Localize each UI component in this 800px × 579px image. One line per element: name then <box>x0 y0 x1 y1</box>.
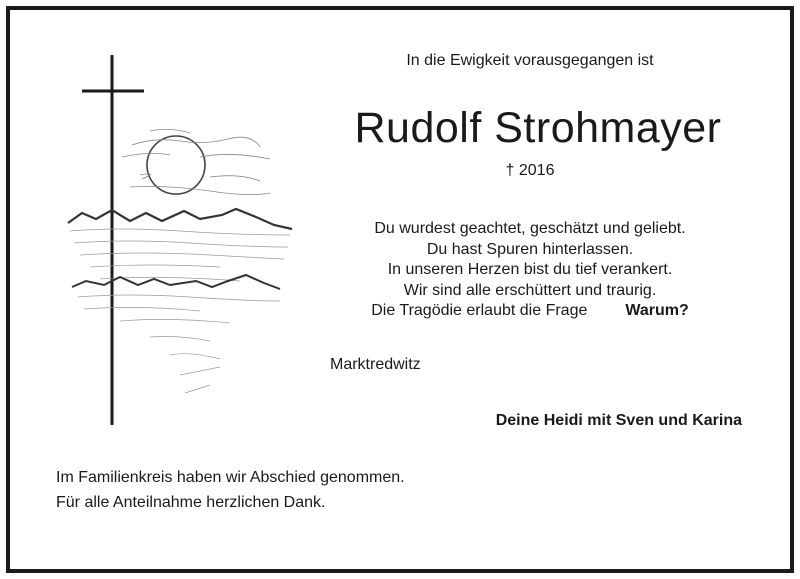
verse-line: Du wurdest geachtet, geschätzt und geliebt. <box>374 220 686 237</box>
moon-icon <box>147 136 205 194</box>
memorial-verse <box>330 219 730 322</box>
verse-question: Warum? <box>625 302 689 319</box>
footer-line: Für alle Anteilnahme herzlichen Dank. <box>56 494 326 511</box>
deceased-name: Rudolf Strohmayer <box>354 104 722 152</box>
landscape-sketch <box>60 45 310 435</box>
signature: Deine Heidi mit Sven und Karina <box>495 412 742 429</box>
place-name: Marktredwitz <box>330 356 421 373</box>
verse-line: Du hast Spuren hinterlassen. <box>426 240 634 258</box>
verse-line: Wir sind alle erschüttert und traurig. <box>403 281 657 299</box>
intro-line: In die Ewigkeit vorausgegangen ist <box>406 52 654 69</box>
verse-last-line <box>330 301 730 322</box>
verse-line: In unseren Herzen bist du tief verankert. <box>387 261 673 278</box>
verse-line: Die Tragödie erlaubt die Frage <box>371 302 588 319</box>
footer-note <box>56 465 405 515</box>
death-year: † 2016 <box>505 162 555 179</box>
footer-line: Im Familienkreis haben wir Abschied genommen. <box>56 469 405 486</box>
cross-icon <box>82 55 144 425</box>
